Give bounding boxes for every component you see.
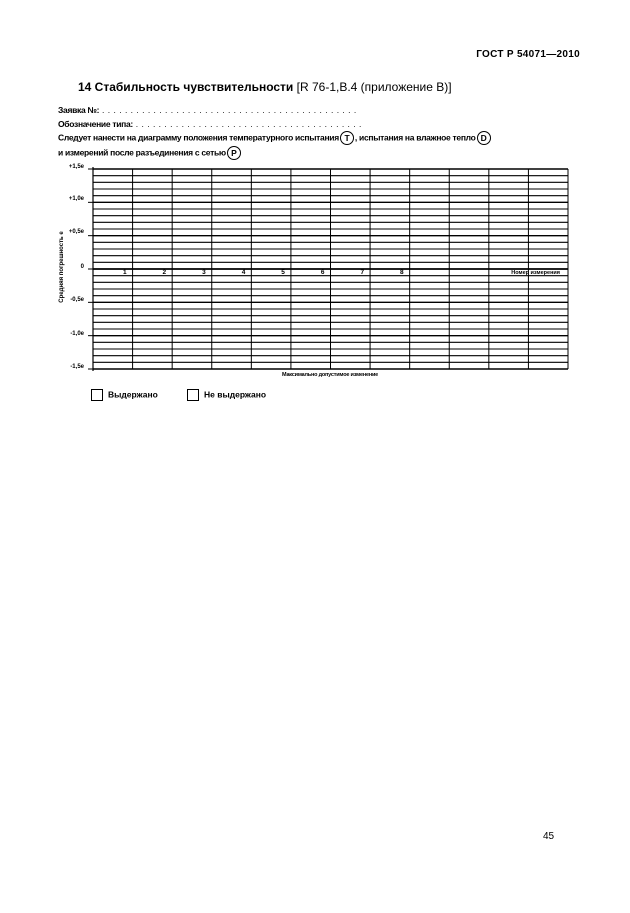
y-tick-label: -1,5e: [70, 364, 84, 370]
section-reference: [R 76-1,B.4 (приложение B)]: [296, 80, 452, 94]
document-code: ГОСТ Р 54071—2010: [476, 49, 580, 60]
x-tick-label: 5: [281, 269, 285, 276]
t-symbol: T: [340, 131, 354, 145]
x-tick-label: 1: [122, 269, 127, 276]
type-designation-fill[interactable]: . . . . . . . . . . . . . . . . . . . . . . . . . . . . . . . . . . . . . . . .: [132, 119, 362, 129]
page-number: 45: [543, 831, 555, 842]
x-axis-title: Максимально допустимое изменение: [282, 372, 378, 378]
passed-checkbox[interactable]: [91, 389, 103, 401]
legend-passed[interactable]: [91, 389, 158, 401]
y-tick-label: -1,0e: [70, 331, 84, 337]
x-tick-label: 2: [162, 269, 167, 276]
y-tick-label: +1,0e: [68, 196, 84, 202]
instruction-text-1: Следует нанести на диаграмму положения температурного испытания: [58, 132, 339, 143]
passed-label: Выдержано: [108, 389, 158, 400]
y-tick-label: 0: [80, 264, 84, 270]
type-designation-label: Обозначение типа:: [58, 119, 133, 129]
y-axis-title: Средняя погрешность e: [59, 231, 65, 303]
p-symbol: P: [227, 146, 241, 160]
y-tick-label: +0,5e: [68, 229, 84, 235]
x-tick-label: 6: [320, 269, 325, 276]
legend-failed[interactable]: [187, 389, 266, 401]
instruction-text-3: и измерений после разъединения с сетью: [58, 147, 226, 158]
measurement-number-label: Номер измерения: [511, 270, 560, 276]
section-title: 14 Стабильность чувствительности: [78, 80, 294, 94]
failed-label: Не выдержано: [204, 389, 267, 400]
instruction-text-2: , испытания на влажное тепло: [354, 132, 476, 143]
x-tick-label: 3: [202, 269, 206, 276]
d-symbol: D: [477, 131, 491, 145]
order-number-label: Заявка №:: [58, 105, 100, 115]
x-tick-label: 7: [360, 269, 365, 276]
failed-checkbox[interactable]: [187, 389, 199, 401]
y-tick-label: -0,5e: [70, 297, 84, 303]
order-number-fill[interactable]: . . . . . . . . . . . . . . . . . . . . . . . . . . . . . . . . . . . . . . . . . . . . .: [99, 105, 357, 115]
x-tick-label: 8: [400, 269, 404, 276]
x-tick-label: 4: [241, 269, 246, 276]
y-tick-label: +1,5e: [68, 164, 84, 170]
